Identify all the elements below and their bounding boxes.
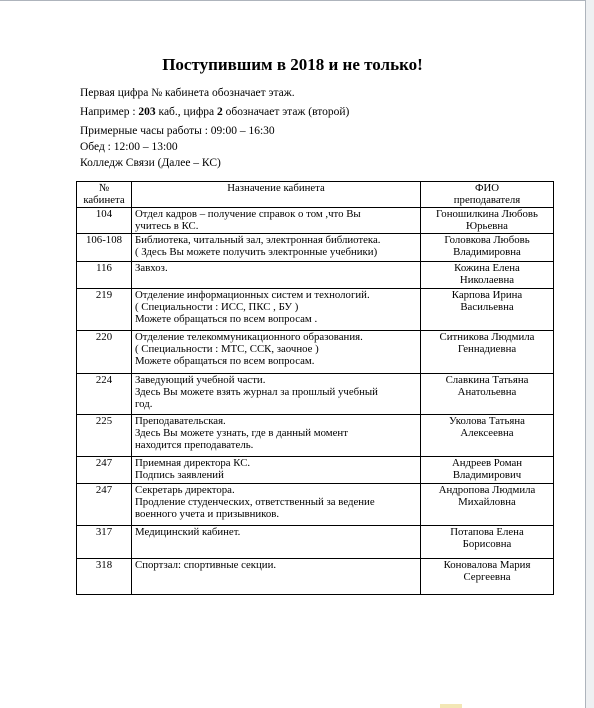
purpose-line: Можете обращаться по всем вопросам. [135, 355, 315, 368]
teacher-name-line: Васильевна [460, 300, 514, 313]
example-digit: 2 [217, 106, 223, 118]
room-number-cell: 104 [77, 207, 132, 233]
teacher-name-line: Анатольевна [457, 385, 517, 398]
purpose-line: ( Специальности : МТС, ССК, заочное ) [135, 342, 319, 355]
room-purpose-cell [132, 525, 421, 558]
table-body [77, 207, 554, 594]
teacher-name-line: Геннадиевна [457, 342, 517, 355]
room-purpose-cell [132, 261, 421, 288]
teacher-name-line: Потапова Елена [450, 525, 524, 538]
room-purpose-cell [132, 233, 421, 261]
example-room: 203 [138, 106, 156, 118]
teacher-name-line: Михайловна [458, 495, 516, 508]
table-row [77, 414, 554, 456]
room-purpose-cell [132, 414, 421, 456]
teacher-name-line: Кожина Елена [454, 261, 520, 274]
intro-line-hours: Примерные часы работы : 09:00 – 16:30 [80, 125, 275, 137]
teacher-name-line: Владимирович [452, 468, 522, 481]
purpose-line: Продление студенческих, ответственный за ведение [135, 495, 375, 508]
room-number-cell: 247 [77, 456, 132, 483]
table-row [77, 373, 554, 414]
room-purpose-cell [132, 373, 421, 414]
teacher-name-line: Николаевна [459, 273, 515, 286]
purpose-line: учитесь в КС. [135, 219, 199, 232]
room-purpose-cell [132, 558, 421, 594]
rooms-table [76, 181, 554, 595]
room-purpose-cell [132, 207, 421, 233]
teacher-name-line: Андреев Роман [451, 456, 523, 469]
teacher-name-line: Уколова Татьяна [449, 414, 525, 427]
purpose-line: военного учета и призывников. [135, 508, 280, 521]
teacher-name-cell [421, 558, 554, 594]
table-row [77, 525, 554, 558]
table-row [77, 456, 554, 483]
teacher-name-line: Владимировна [453, 245, 521, 258]
purpose-line: Можете обращаться по всем вопросам . [135, 313, 318, 326]
table-row [77, 330, 554, 373]
teacher-name-line: Андропова Людмила [438, 483, 536, 496]
purpose-line: Приемная директора КС. [135, 456, 251, 469]
room-number-cell: 317 [77, 525, 132, 558]
teacher-name-line: Славкина Татьяна [445, 373, 529, 386]
header-purpose: Назначение кабинета [132, 182, 421, 208]
corner-marker [440, 704, 462, 708]
teacher-name-line: Юрьевна [466, 219, 508, 232]
table-row [77, 207, 554, 233]
teacher-name-line: Алексеевна [460, 426, 514, 439]
room-purpose-cell [132, 456, 421, 483]
purpose-line: Отдел кадров – получение справок о том ,что Вы [135, 207, 361, 220]
intro-line-floor: Первая цифра № кабинета обозначает этаж. [80, 87, 295, 99]
header-room-number: № кабинета [77, 182, 132, 208]
purpose-line: Заведующий учебной части. [135, 373, 266, 386]
purpose-line: находится преподаватель. [135, 439, 254, 452]
purpose-line: Отделение информационных систем и технологий. [135, 288, 370, 301]
room-purpose-cell [132, 288, 421, 330]
teacher-name-cell [421, 330, 554, 373]
room-number-cell: 225 [77, 414, 132, 456]
purpose-line: Преподавательская. [135, 414, 226, 427]
teacher-name-line: Гоношилкина Любовь [436, 207, 538, 220]
teacher-name-line: Борисовна [462, 537, 512, 550]
purpose-line: Медицинский кабинет. [135, 525, 241, 538]
purpose-line: Завхоз. [135, 261, 168, 274]
table-row [77, 558, 554, 594]
teacher-name-cell [421, 373, 554, 414]
intro-line-example [80, 106, 349, 118]
example-suffix: обозначает этаж (второй) [222, 106, 350, 118]
purpose-line: Здесь Вы можете узнать, где в данный момент [135, 426, 348, 439]
teacher-name-line: Головкова Любовь [444, 233, 530, 246]
table-row [77, 288, 554, 330]
room-number-cell: 219 [77, 288, 132, 330]
table-row [77, 233, 554, 261]
teacher-name-cell [421, 456, 554, 483]
room-number-cell: 247 [77, 483, 132, 525]
page-shadow [586, 0, 594, 708]
teacher-name-cell [421, 288, 554, 330]
room-number-cell: 106-108 [77, 233, 132, 261]
teacher-name-line: Коновалова Мария [443, 558, 531, 571]
teacher-name-line: Сергеевна [463, 570, 511, 583]
purpose-line: Подпись заявлений [135, 468, 224, 481]
teacher-name-cell [421, 261, 554, 288]
example-prefix: Например : [80, 106, 139, 118]
intro-line-lunch: Обед : 12:00 – 13:00 [80, 141, 178, 153]
purpose-line: Библиотека, читальный зал, электронная библиотека. [135, 233, 381, 246]
teacher-name-cell [421, 414, 554, 456]
table-row [77, 483, 554, 525]
room-number-cell: 220 [77, 330, 132, 373]
room-purpose-cell [132, 330, 421, 373]
teacher-name-cell [421, 483, 554, 525]
purpose-line: Спортзал: спортивные секции. [135, 558, 277, 571]
purpose-line: Отделение телекоммуникационного образования. [135, 330, 363, 343]
room-purpose-cell [132, 483, 421, 525]
intro-line-college: Колледж Связи (Далее – КС) [80, 157, 221, 169]
table-header-row [77, 182, 554, 208]
room-number-cell: 116 [77, 261, 132, 288]
purpose-line: год. [135, 398, 153, 411]
purpose-line: ( Здесь Вы можете получить электронные учебники) [135, 245, 378, 258]
purpose-line: Секретарь директора. [135, 483, 235, 496]
teacher-name-cell [421, 525, 554, 558]
header-fio: ФИО преподавателя [421, 182, 554, 208]
purpose-line: ( Специальности : ИСС, ПКС , БУ ) [135, 300, 299, 313]
room-number-cell: 318 [77, 558, 132, 594]
purpose-line: Здесь Вы можете взять журнал за прошлый учебный [135, 385, 378, 398]
teacher-name-line: Карпова Ирина [451, 288, 523, 301]
teacher-name-cell [421, 233, 554, 261]
room-number-cell: 224 [77, 373, 132, 414]
teacher-name-cell [421, 207, 554, 233]
example-mid: каб., цифра [155, 106, 218, 118]
table-row [77, 261, 554, 288]
document-title: Поступившим в 2018 и не только! [162, 55, 423, 74]
teacher-name-line: Ситникова Людмила [439, 330, 535, 343]
